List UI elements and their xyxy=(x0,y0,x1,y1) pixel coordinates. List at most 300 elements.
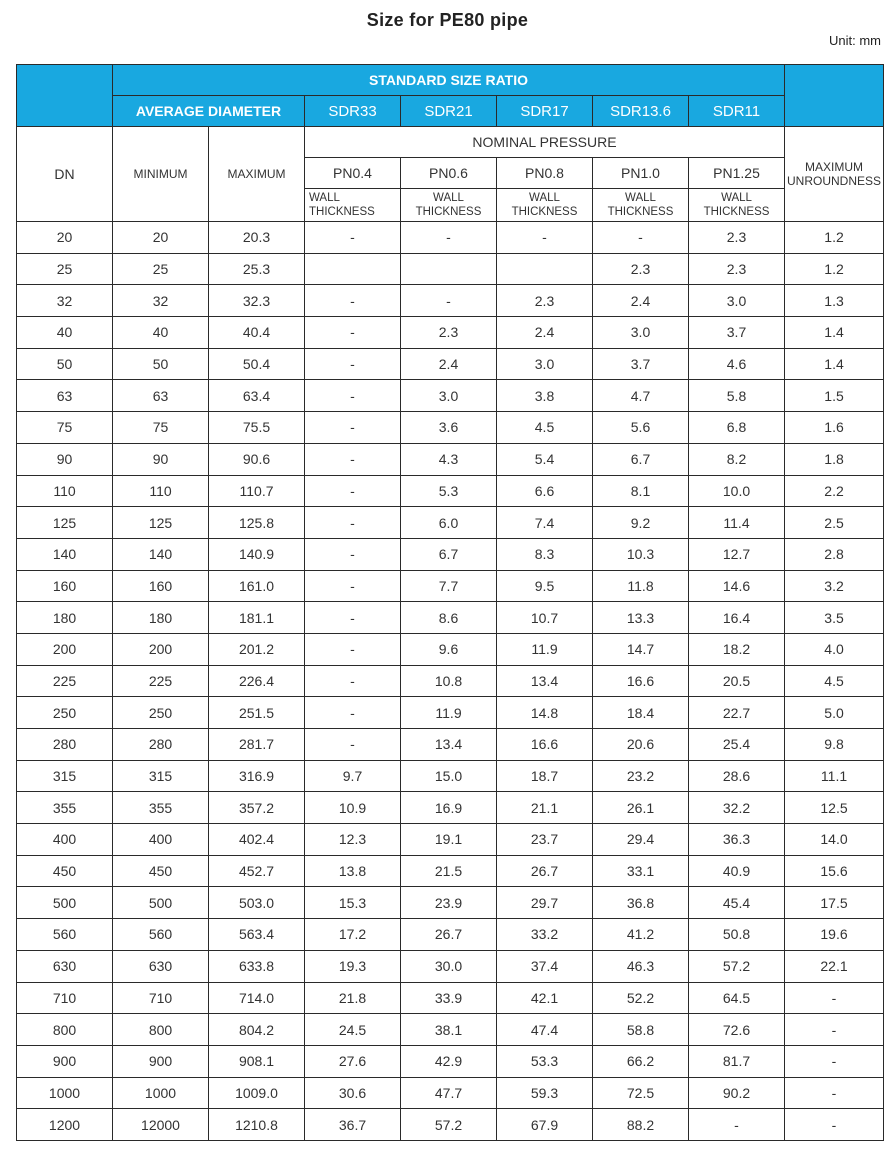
table-row xyxy=(17,412,884,444)
sdr17-cell: 59.3 xyxy=(497,1077,593,1109)
sdr13-6-cell: 2.3 xyxy=(593,253,689,285)
sdr17-cell: 3.0 xyxy=(497,348,593,380)
sdr11-cell: 16.4 xyxy=(689,602,785,634)
sdr33-cell: - xyxy=(305,222,401,254)
sdr13-6-cell: 10.3 xyxy=(593,538,689,570)
sdr13-6-cell: 6.7 xyxy=(593,443,689,475)
sdr17-cell: 4.5 xyxy=(497,412,593,444)
table-header xyxy=(17,65,884,222)
sdr11-cell: 12.7 xyxy=(689,538,785,570)
unroundness-cell: 1.6 xyxy=(785,412,884,444)
sdr33-cell: - xyxy=(305,602,401,634)
sdr11-cell: 36.3 xyxy=(689,824,785,856)
sdr21-cell: 42.9 xyxy=(401,1045,497,1077)
max-diameter-cell: 908.1 xyxy=(209,1045,305,1077)
table-row xyxy=(17,760,884,792)
maximum-header: MAXIMUM xyxy=(209,127,305,222)
sdr21-cell: 13.4 xyxy=(401,729,497,761)
max-diameter-cell: 1009.0 xyxy=(209,1077,305,1109)
max-diameter-cell: 40.4 xyxy=(209,317,305,349)
sdr21-cell: 33.9 xyxy=(401,982,497,1014)
max-diameter-cell: 201.2 xyxy=(209,633,305,665)
unroundness-cell: 12.5 xyxy=(785,792,884,824)
sdr13-6-cell: 5.6 xyxy=(593,412,689,444)
table-row xyxy=(17,602,884,634)
sdr21-cell: 19.1 xyxy=(401,824,497,856)
sdr17-cell: 21.1 xyxy=(497,792,593,824)
dn-cell: 140 xyxy=(17,538,113,570)
sdr21-cell: 26.7 xyxy=(401,919,497,951)
sdr11-cell: 6.8 xyxy=(689,412,785,444)
table-row xyxy=(17,348,884,380)
unroundness-cell: 3.2 xyxy=(785,570,884,602)
sdr13-6-cell: 20.6 xyxy=(593,729,689,761)
sdr13-6-cell: 72.5 xyxy=(593,1077,689,1109)
unroundness-cell: 22.1 xyxy=(785,950,884,982)
max-diameter-cell: 140.9 xyxy=(209,538,305,570)
sdr17-cell: 33.2 xyxy=(497,919,593,951)
max-diameter-cell: 452.7 xyxy=(209,855,305,887)
sdr11-cell: 11.4 xyxy=(689,507,785,539)
dn-cell: 125 xyxy=(17,507,113,539)
sdr17-cell: 2.4 xyxy=(497,317,593,349)
sdr17-cell: 26.7 xyxy=(497,855,593,887)
sdr21-cell: 2.4 xyxy=(401,348,497,380)
sdr13-6-cell: 8.1 xyxy=(593,475,689,507)
min-diameter-cell: 20 xyxy=(113,222,209,254)
sdr13-6-cell: 52.2 xyxy=(593,982,689,1014)
sdr17-cell: 14.8 xyxy=(497,697,593,729)
sdr11-cell: 28.6 xyxy=(689,760,785,792)
table-row xyxy=(17,1045,884,1077)
min-diameter-cell: 280 xyxy=(113,729,209,761)
min-diameter-cell: 50 xyxy=(113,348,209,380)
min-diameter-cell: 125 xyxy=(113,507,209,539)
sdr11-cell: 32.2 xyxy=(689,792,785,824)
sdr33-cell: 15.3 xyxy=(305,887,401,919)
sdr11-cell: 3.0 xyxy=(689,285,785,317)
table-row xyxy=(17,317,884,349)
sdr21-cell: 30.0 xyxy=(401,950,497,982)
sdr11-cell: 8.2 xyxy=(689,443,785,475)
min-diameter-cell: 800 xyxy=(113,1014,209,1046)
sdr33-cell: 27.6 xyxy=(305,1045,401,1077)
minimum-header: MINIMUM xyxy=(113,127,209,222)
max-diameter-cell: 804.2 xyxy=(209,1014,305,1046)
sdr33-cell: 13.8 xyxy=(305,855,401,887)
sdr17-cell: 47.4 xyxy=(497,1014,593,1046)
min-diameter-cell: 400 xyxy=(113,824,209,856)
sdr33-cell: 21.8 xyxy=(305,982,401,1014)
sdr13-6-cell: 4.7 xyxy=(593,380,689,412)
pn-header: PN1.0 xyxy=(593,158,689,189)
sdr21-cell: 6.0 xyxy=(401,507,497,539)
sdr33-cell: - xyxy=(305,507,401,539)
min-diameter-cell: 40 xyxy=(113,317,209,349)
dn-header: DN xyxy=(17,127,113,222)
sdr33-cell xyxy=(305,253,401,285)
unroundness-cell: 1.4 xyxy=(785,317,884,349)
table-row xyxy=(17,887,884,919)
unroundness-cell: 3.5 xyxy=(785,602,884,634)
sdr33-cell: - xyxy=(305,380,401,412)
dn-cell: 25 xyxy=(17,253,113,285)
sdr13-6-cell: 29.4 xyxy=(593,824,689,856)
table-row xyxy=(17,950,884,982)
min-diameter-cell: 32 xyxy=(113,285,209,317)
wall-thickness-header: WALL THICKNESS xyxy=(305,189,401,222)
sdr11-cell: 14.6 xyxy=(689,570,785,602)
unroundness-cell: 1.2 xyxy=(785,222,884,254)
sdr11-cell: 40.9 xyxy=(689,855,785,887)
pn-header: PN0.4 xyxy=(305,158,401,189)
sdr11-cell: 4.6 xyxy=(689,348,785,380)
sdr17-cell: 7.4 xyxy=(497,507,593,539)
sdr33-cell: - xyxy=(305,475,401,507)
table-row xyxy=(17,855,884,887)
sdr-header: SDR13.6 xyxy=(593,96,689,127)
unroundness-cell: 1.3 xyxy=(785,285,884,317)
min-diameter-cell: 12000 xyxy=(113,1109,209,1141)
sdr21-cell: 7.7 xyxy=(401,570,497,602)
unroundness-cell: 1.4 xyxy=(785,348,884,380)
min-diameter-cell: 75 xyxy=(113,412,209,444)
sdr21-cell: 10.8 xyxy=(401,665,497,697)
max-diameter-cell: 316.9 xyxy=(209,760,305,792)
sdr33-cell: 36.7 xyxy=(305,1109,401,1141)
unroundness-cell: 2.8 xyxy=(785,538,884,570)
sdr13-6-cell: 41.2 xyxy=(593,919,689,951)
sdr21-cell: 47.7 xyxy=(401,1077,497,1109)
min-diameter-cell: 25 xyxy=(113,253,209,285)
standard-size-ratio-header: STANDARD SIZE RATIO xyxy=(113,65,785,96)
sdr11-cell: 3.7 xyxy=(689,317,785,349)
table-row xyxy=(17,443,884,475)
max-diameter-cell: 357.2 xyxy=(209,792,305,824)
max-diameter-cell: 50.4 xyxy=(209,348,305,380)
sdr21-cell: 5.3 xyxy=(401,475,497,507)
max-diameter-cell: 1210.8 xyxy=(209,1109,305,1141)
table-row xyxy=(17,792,884,824)
dn-cell: 710 xyxy=(17,982,113,1014)
dn-cell: 280 xyxy=(17,729,113,761)
unroundness-cell: 4.5 xyxy=(785,665,884,697)
unroundness-cell: 4.0 xyxy=(785,633,884,665)
max-diameter-cell: 503.0 xyxy=(209,887,305,919)
sdr17-cell: 8.3 xyxy=(497,538,593,570)
max-diameter-cell: 633.8 xyxy=(209,950,305,982)
unroundness-cell: 1.8 xyxy=(785,443,884,475)
sdr11-cell: 45.4 xyxy=(689,887,785,919)
sdr-header: SDR11 xyxy=(689,96,785,127)
sdr33-cell: 9.7 xyxy=(305,760,401,792)
min-diameter-cell: 140 xyxy=(113,538,209,570)
sdr13-6-cell: 36.8 xyxy=(593,887,689,919)
sdr33-cell: - xyxy=(305,443,401,475)
min-diameter-cell: 315 xyxy=(113,760,209,792)
min-diameter-cell: 900 xyxy=(113,1045,209,1077)
table-row xyxy=(17,697,884,729)
sdr11-cell: 81.7 xyxy=(689,1045,785,1077)
sdr21-cell xyxy=(401,253,497,285)
min-diameter-cell: 160 xyxy=(113,570,209,602)
sdr17-cell: 6.6 xyxy=(497,475,593,507)
sdr21-cell: 15.0 xyxy=(401,760,497,792)
min-diameter-cell: 180 xyxy=(113,602,209,634)
unroundness-cell: - xyxy=(785,982,884,1014)
pn-header: PN0.8 xyxy=(497,158,593,189)
average-diameter-header: AVERAGE DIAMETER xyxy=(113,96,305,127)
sdr17-cell: 29.7 xyxy=(497,887,593,919)
sdr13-6-cell: 2.4 xyxy=(593,285,689,317)
max-diameter-cell: 714.0 xyxy=(209,982,305,1014)
sdr13-6-cell: 13.3 xyxy=(593,602,689,634)
unroundness-cell: 14.0 xyxy=(785,824,884,856)
sdr11-cell: 22.7 xyxy=(689,697,785,729)
sdr13-6-cell: 23.2 xyxy=(593,760,689,792)
page-title: Size for PE80 pipe xyxy=(366,10,529,30)
max-diameter-cell: 20.3 xyxy=(209,222,305,254)
sdr13-6-cell: 14.7 xyxy=(593,633,689,665)
sdr11-cell: 5.8 xyxy=(689,380,785,412)
sdr13-6-cell: 46.3 xyxy=(593,950,689,982)
unroundness-cell: 17.5 xyxy=(785,887,884,919)
min-diameter-cell: 500 xyxy=(113,887,209,919)
sdr17-cell: - xyxy=(497,222,593,254)
sdr21-cell: - xyxy=(401,285,497,317)
pn-header: PN0.6 xyxy=(401,158,497,189)
dn-cell: 1200 xyxy=(17,1109,113,1141)
dn-cell: 200 xyxy=(17,633,113,665)
max-diameter-cell: 63.4 xyxy=(209,380,305,412)
dn-cell: 40 xyxy=(17,317,113,349)
max-diameter-cell: 161.0 xyxy=(209,570,305,602)
unit-label: Unit: mm xyxy=(829,33,881,48)
table-row xyxy=(17,380,884,412)
unroundness-cell: - xyxy=(785,1077,884,1109)
table-row xyxy=(17,1077,884,1109)
min-diameter-cell: 225 xyxy=(113,665,209,697)
unroundness-cell: 11.1 xyxy=(785,760,884,792)
sdr17-cell: 13.4 xyxy=(497,665,593,697)
table-row xyxy=(17,729,884,761)
sdr33-cell: - xyxy=(305,285,401,317)
sdr33-cell: - xyxy=(305,570,401,602)
dn-cell: 250 xyxy=(17,697,113,729)
table-row xyxy=(17,475,884,507)
sdr33-cell: 19.3 xyxy=(305,950,401,982)
sdr33-cell: - xyxy=(305,633,401,665)
table-row xyxy=(17,919,884,951)
sdr21-cell: 11.9 xyxy=(401,697,497,729)
min-diameter-cell: 63 xyxy=(113,380,209,412)
sdr17-cell: 42.1 xyxy=(497,982,593,1014)
max-unroundness-header: MAXIMUM UNROUNDNESS xyxy=(785,127,884,222)
sdr11-cell: 25.4 xyxy=(689,729,785,761)
dn-cell: 160 xyxy=(17,570,113,602)
sdr-header: SDR21 xyxy=(401,96,497,127)
sdr11-cell: 18.2 xyxy=(689,633,785,665)
dn-cell: 32 xyxy=(17,285,113,317)
sdr33-cell: - xyxy=(305,697,401,729)
min-diameter-cell: 355 xyxy=(113,792,209,824)
unroundness-cell: - xyxy=(785,1045,884,1077)
sdr21-cell: 8.6 xyxy=(401,602,497,634)
min-diameter-cell: 560 xyxy=(113,919,209,951)
sdr33-cell: 10.9 xyxy=(305,792,401,824)
min-diameter-cell: 630 xyxy=(113,950,209,982)
min-diameter-cell: 200 xyxy=(113,633,209,665)
unroundness-cell: 1.2 xyxy=(785,253,884,285)
sdr21-cell: 57.2 xyxy=(401,1109,497,1141)
sdr17-cell: 18.7 xyxy=(497,760,593,792)
header-corner-cell xyxy=(17,65,113,127)
sdr33-cell: - xyxy=(305,317,401,349)
sdr13-6-cell: 26.1 xyxy=(593,792,689,824)
max-diameter-cell: 75.5 xyxy=(209,412,305,444)
min-diameter-cell: 110 xyxy=(113,475,209,507)
sdr11-cell: 20.5 xyxy=(689,665,785,697)
dn-cell: 50 xyxy=(17,348,113,380)
max-diameter-cell: 251.5 xyxy=(209,697,305,729)
min-diameter-cell: 710 xyxy=(113,982,209,1014)
sdr13-6-cell: 33.1 xyxy=(593,855,689,887)
dn-cell: 90 xyxy=(17,443,113,475)
sdr33-cell: 24.5 xyxy=(305,1014,401,1046)
sdr33-cell: - xyxy=(305,412,401,444)
table-row xyxy=(17,570,884,602)
sdr11-cell: - xyxy=(689,1109,785,1141)
unroundness-cell: 1.5 xyxy=(785,380,884,412)
table-row xyxy=(17,507,884,539)
min-diameter-cell: 450 xyxy=(113,855,209,887)
unroundness-cell: 9.8 xyxy=(785,729,884,761)
sdr17-cell: 67.9 xyxy=(497,1109,593,1141)
pn-header: PN1.25 xyxy=(689,158,785,189)
max-diameter-cell: 281.7 xyxy=(209,729,305,761)
table-row xyxy=(17,824,884,856)
min-diameter-cell: 1000 xyxy=(113,1077,209,1109)
sdr21-cell: - xyxy=(401,222,497,254)
sdr17-cell: 37.4 xyxy=(497,950,593,982)
sdr17-cell xyxy=(497,253,593,285)
dn-cell: 63 xyxy=(17,380,113,412)
sdr17-cell: 9.5 xyxy=(497,570,593,602)
sdr13-6-cell: 3.0 xyxy=(593,317,689,349)
dn-cell: 500 xyxy=(17,887,113,919)
nominal-pressure-header: NOMINAL PRESSURE xyxy=(305,127,785,158)
wall-thickness-header: WALL THICKNESS xyxy=(689,189,785,222)
sdr17-cell: 23.7 xyxy=(497,824,593,856)
max-diameter-cell: 563.4 xyxy=(209,919,305,951)
sdr11-cell: 90.2 xyxy=(689,1077,785,1109)
sdr33-cell: - xyxy=(305,348,401,380)
table-row xyxy=(17,285,884,317)
sdr33-cell: 17.2 xyxy=(305,919,401,951)
sdr21-cell: 2.3 xyxy=(401,317,497,349)
dn-cell: 355 xyxy=(17,792,113,824)
unroundness-cell: 2.5 xyxy=(785,507,884,539)
sdr21-cell: 3.0 xyxy=(401,380,497,412)
table-row xyxy=(17,1109,884,1141)
table-row xyxy=(17,665,884,697)
sdr13-6-cell: 3.7 xyxy=(593,348,689,380)
unroundness-cell: - xyxy=(785,1014,884,1046)
sdr17-cell: 2.3 xyxy=(497,285,593,317)
sdr33-cell: 12.3 xyxy=(305,824,401,856)
sdr21-cell: 6.7 xyxy=(401,538,497,570)
max-diameter-cell: 402.4 xyxy=(209,824,305,856)
max-diameter-cell: 125.8 xyxy=(209,507,305,539)
sdr21-cell: 38.1 xyxy=(401,1014,497,1046)
min-diameter-cell: 90 xyxy=(113,443,209,475)
dn-cell: 560 xyxy=(17,919,113,951)
sdr21-cell: 16.9 xyxy=(401,792,497,824)
sdr21-cell: 4.3 xyxy=(401,443,497,475)
sdr33-cell: - xyxy=(305,729,401,761)
dn-cell: 225 xyxy=(17,665,113,697)
min-diameter-cell: 250 xyxy=(113,697,209,729)
sdr13-6-cell: 88.2 xyxy=(593,1109,689,1141)
table-row xyxy=(17,633,884,665)
sdr17-cell: 11.9 xyxy=(497,633,593,665)
sdr-header: SDR33 xyxy=(305,96,401,127)
sdr11-cell: 64.5 xyxy=(689,982,785,1014)
sdr21-cell: 21.5 xyxy=(401,855,497,887)
max-diameter-cell: 110.7 xyxy=(209,475,305,507)
max-diameter-cell: 181.1 xyxy=(209,602,305,634)
wall-thickness-header: WALL THICKNESS xyxy=(497,189,593,222)
sdr13-6-cell: 9.2 xyxy=(593,507,689,539)
sdr21-cell: 23.9 xyxy=(401,887,497,919)
dn-cell: 450 xyxy=(17,855,113,887)
sdr17-cell: 3.8 xyxy=(497,380,593,412)
sdr17-cell: 5.4 xyxy=(497,443,593,475)
table-body xyxy=(17,222,884,1141)
sdr13-6-cell: 66.2 xyxy=(593,1045,689,1077)
sdr13-6-cell: 16.6 xyxy=(593,665,689,697)
sdr17-cell: 10.7 xyxy=(497,602,593,634)
unroundness-cell: 19.6 xyxy=(785,919,884,951)
sdr17-cell: 16.6 xyxy=(497,729,593,761)
dn-cell: 110 xyxy=(17,475,113,507)
table-row xyxy=(17,538,884,570)
table-row xyxy=(17,222,884,254)
sdr11-cell: 50.8 xyxy=(689,919,785,951)
dn-cell: 180 xyxy=(17,602,113,634)
sdr13-6-cell: 11.8 xyxy=(593,570,689,602)
sdr17-cell: 53.3 xyxy=(497,1045,593,1077)
dn-cell: 75 xyxy=(17,412,113,444)
max-diameter-cell: 226.4 xyxy=(209,665,305,697)
sdr13-6-cell: 18.4 xyxy=(593,697,689,729)
dn-cell: 800 xyxy=(17,1014,113,1046)
sdr33-cell: - xyxy=(305,538,401,570)
table-row xyxy=(17,1014,884,1046)
unroundness-cell: 2.2 xyxy=(785,475,884,507)
sdr11-cell: 57.2 xyxy=(689,950,785,982)
sdr33-cell: 30.6 xyxy=(305,1077,401,1109)
sdr11-cell: 10.0 xyxy=(689,475,785,507)
dn-cell: 315 xyxy=(17,760,113,792)
sdr13-6-cell: - xyxy=(593,222,689,254)
sdr21-cell: 3.6 xyxy=(401,412,497,444)
sdr11-cell: 72.6 xyxy=(689,1014,785,1046)
sdr11-cell: 2.3 xyxy=(689,253,785,285)
dn-cell: 630 xyxy=(17,950,113,982)
sdr11-cell: 2.3 xyxy=(689,222,785,254)
max-diameter-cell: 32.3 xyxy=(209,285,305,317)
